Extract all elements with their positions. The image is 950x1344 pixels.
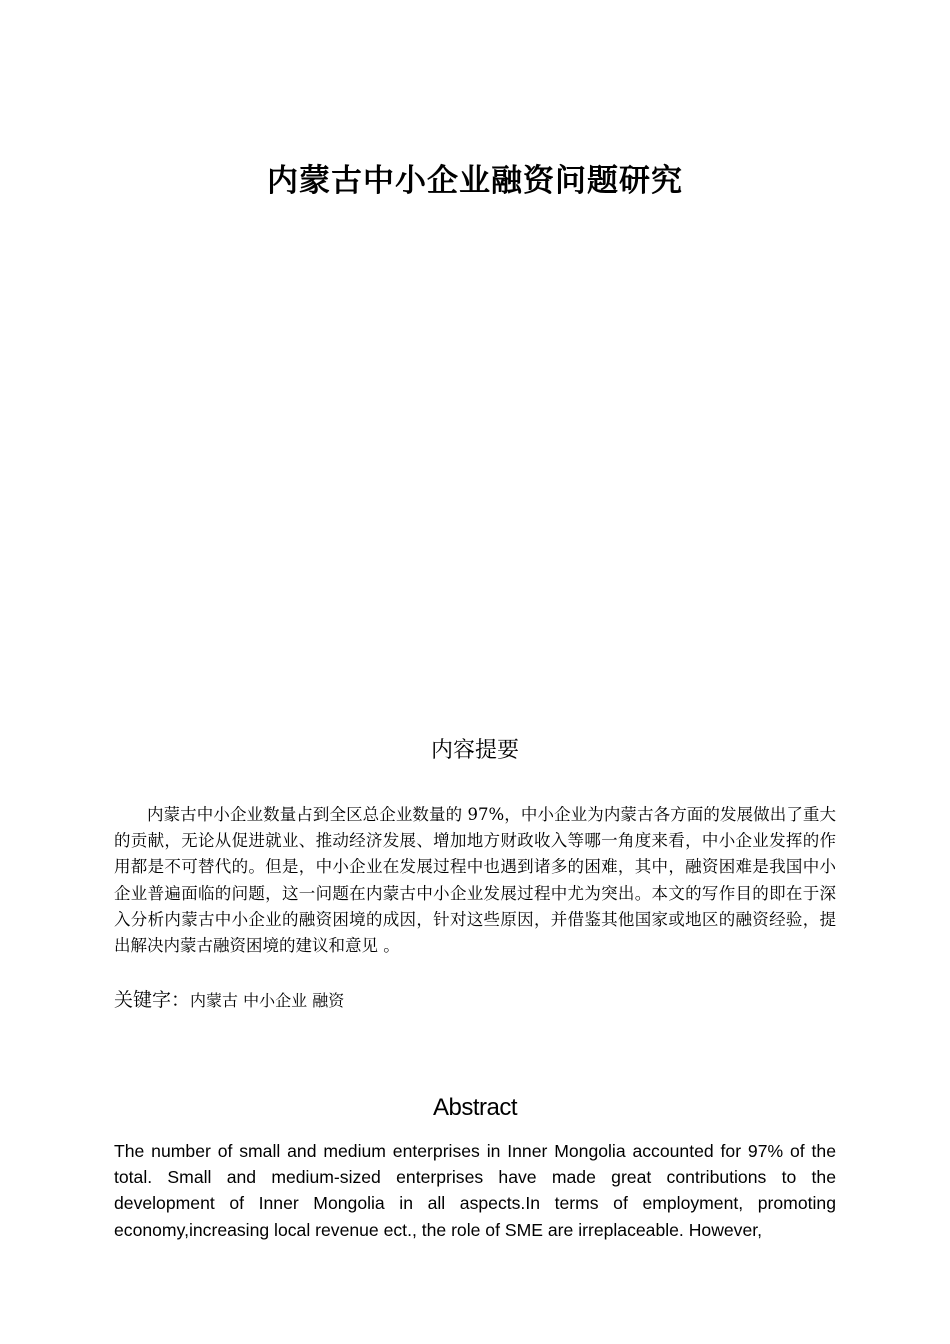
keywords-line <box>114 986 836 1015</box>
document-title: 内蒙古中小企业融资问题研究 <box>267 163 683 199</box>
chinese-abstract-heading: 内容提要 <box>430 738 519 763</box>
english-abstract-heading: Abstract <box>432 1094 518 1121</box>
keywords-value: 内蒙古 中小企业 融资 <box>190 991 345 1010</box>
english-abstract-body: The number of small and medium enterprises in Inner Mongolia accounted for 97% of the total. Small and medium-sized enterprises have made great contributions to the development of Inner Mongolia in all aspects.In terms of employment, promoting economy,increasing local revenue ect., the role of SME are irreplaceable. However, <box>114 1141 836 1240</box>
chinese-abstract-body: 内蒙古中小企业数量占到全区总企业数量的 97%，中小企业为内蒙古各方面的发展做出了重大的贡献，无论从促进就业、推动经济发展、增加地方财政收入等哪一角度来看，中小企业发挥的作用都是不可替代的。但是，中小企业在发展过程中也遇到诸多的困难，其中，融资困难是我国中小企业普遍面临的问题，这一问题在内蒙古中小企业发展过程中尤为突出。本文的写作目的即在于深入分析内蒙古中小企业的融资困境的成因，针对这些原因，并借鉴其他国家或地区的融资经验，提出解决内蒙古融资困境的建议和意见 。 <box>114 805 836 956</box>
keywords-label: 关键字： <box>114 989 191 1011</box>
